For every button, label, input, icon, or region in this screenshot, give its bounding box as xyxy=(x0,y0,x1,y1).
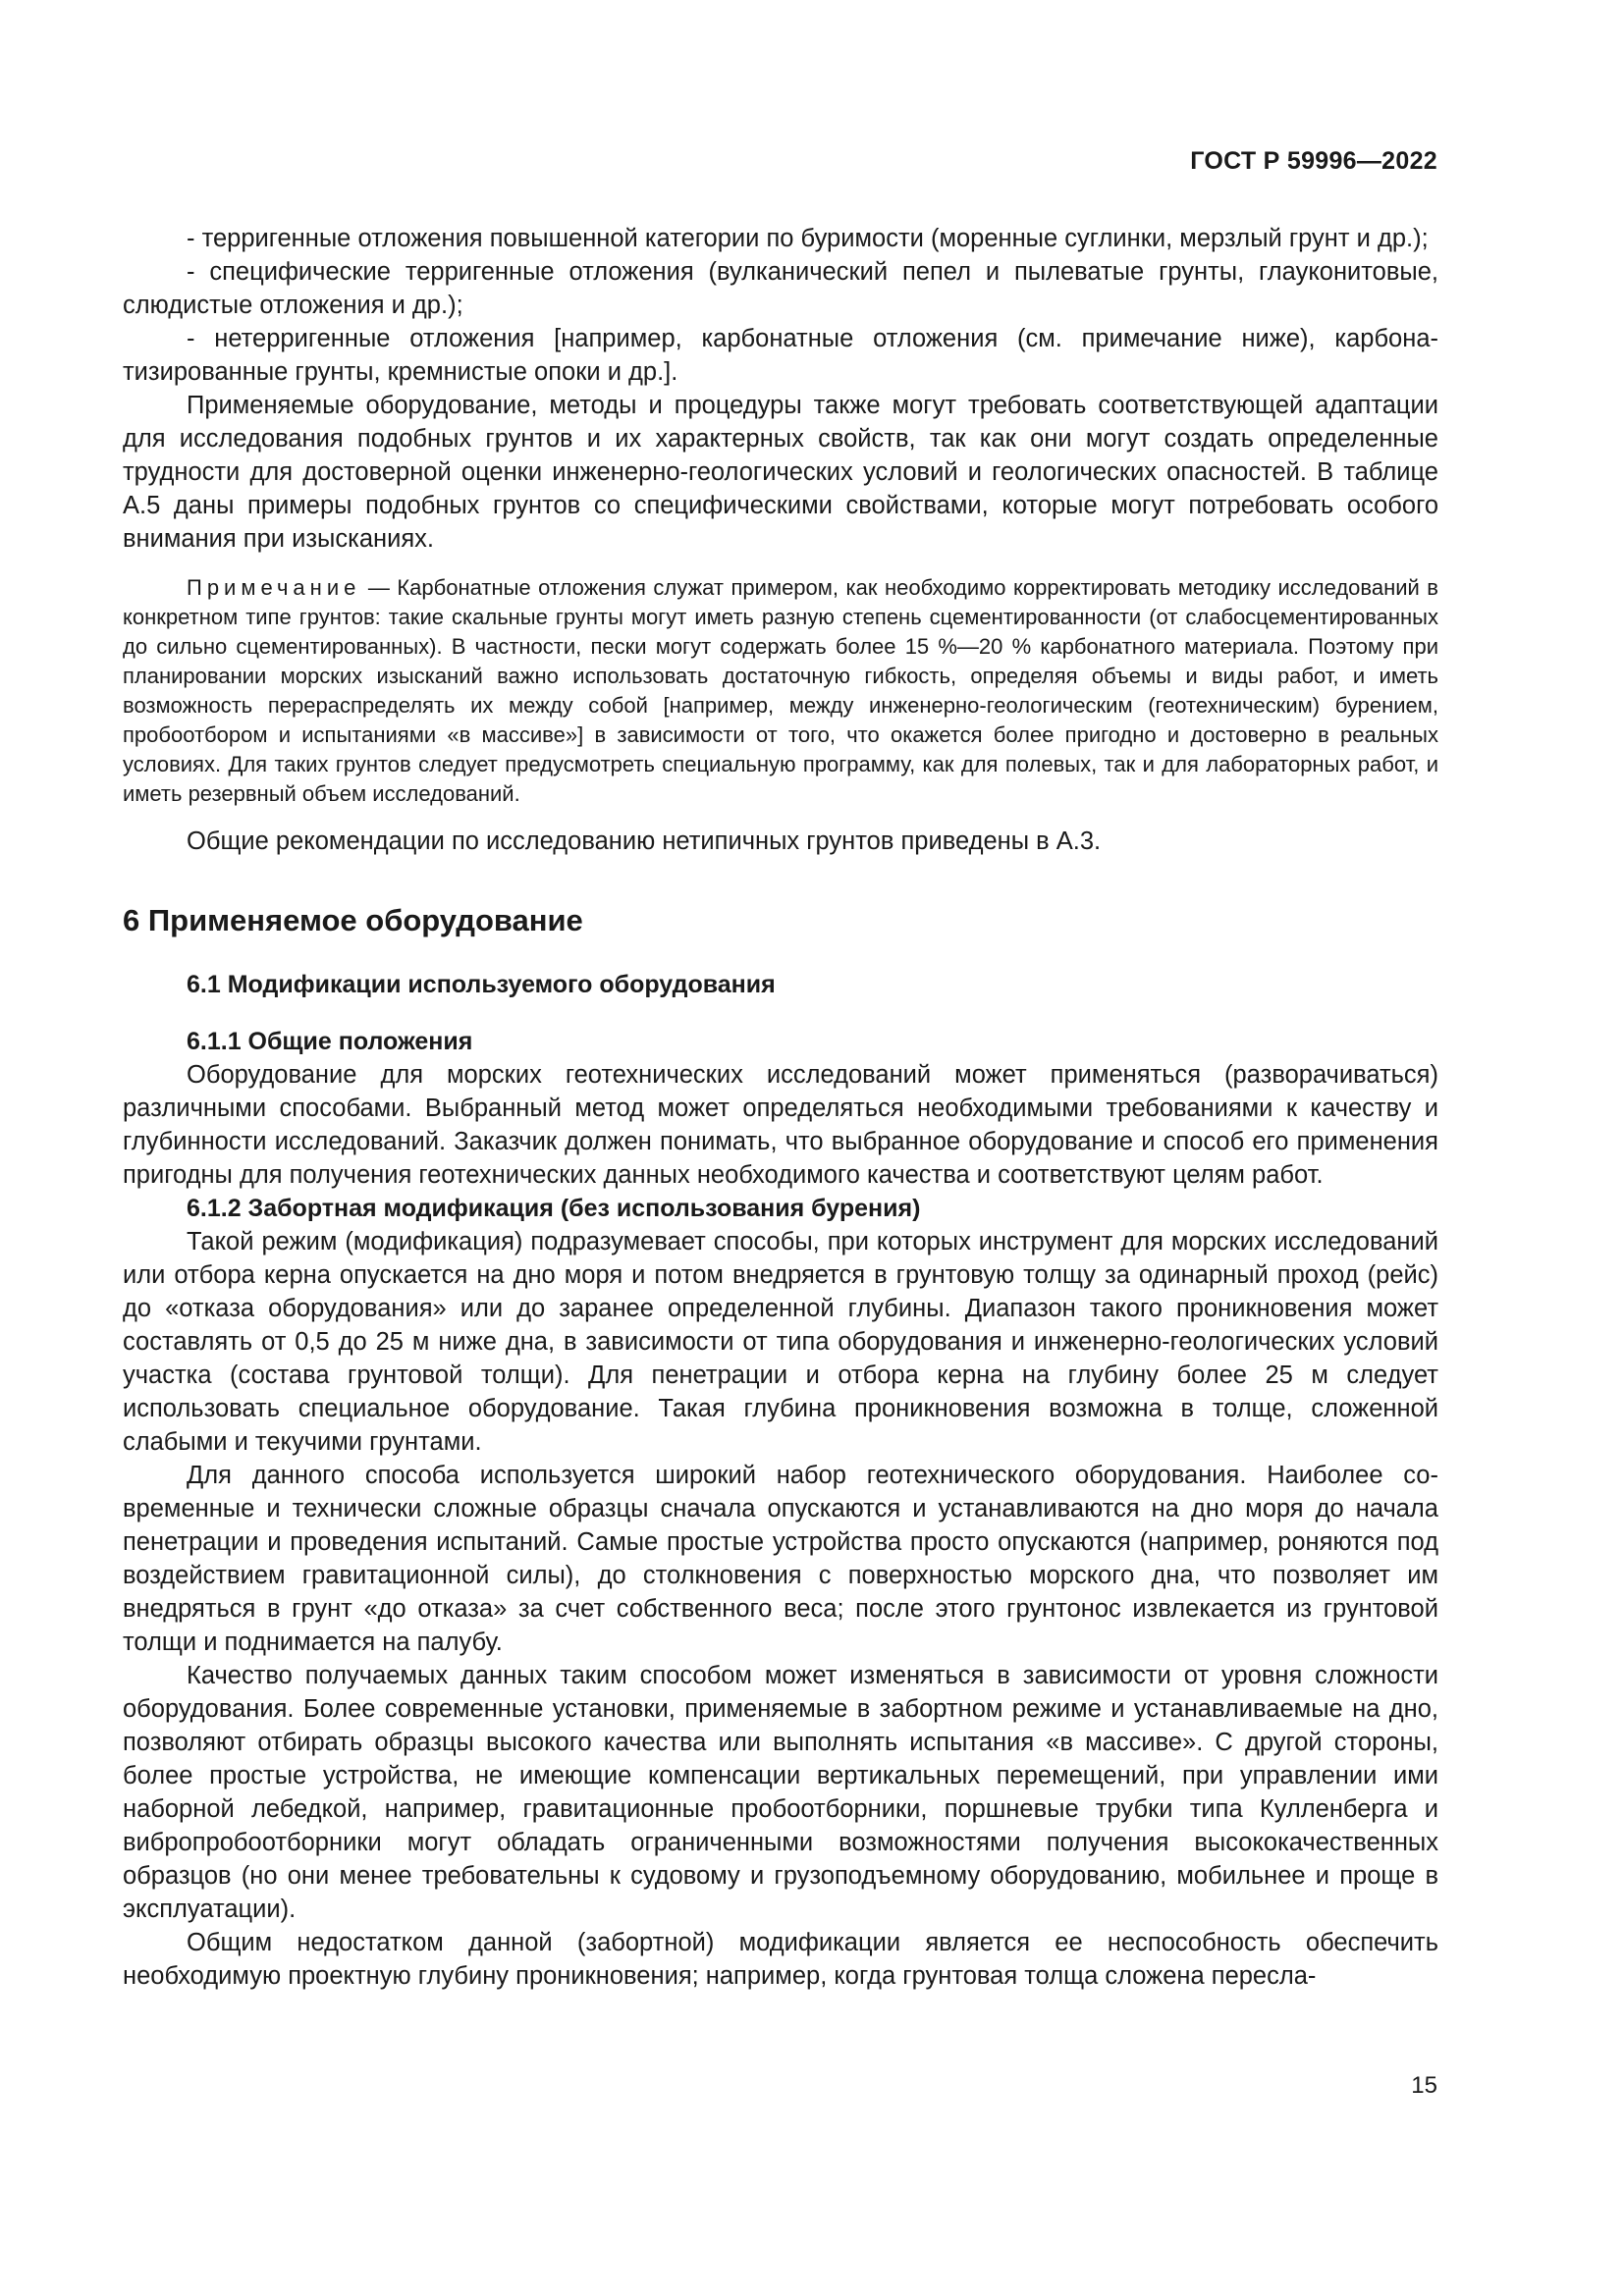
paragraph-6-1-1: Оборудование для морских геотехнических исследований может применяться (разворачиваться) различными способами. Выбранный метод может определяться необходимыми требованиями к качеству и глубинности исследований. Заказчик должен понимать, что выбранное оборудование и способ его применения пригодны для получения геотехнических данных необходимого качества и соответствуют целям работ. xyxy=(123,1061,1438,1189)
section-6-heading: 6 Применяемое оборудование xyxy=(123,903,583,937)
list-item-terrigenous-drilling: - терригенные отложения повышенной категории по буримости (моренные суглинки, мерзлый грунт и др.); xyxy=(187,225,1429,252)
paragraph-6-1-2-quality: Качество получаемых данных таким способом может изменяться в зависимости от уровня сложности оборудования. Более современные установки, применяемые в забортном режиме и устанавливаемые на дно, позволяют отбирать образцы высокого качества или выполнять испытания «в массиве». С другой стороны, более простые устройства, не имеющие компенсации вертикальных перемещений, при управлении ими наборной лебедкой, например, гравитационные пробоотборники, поршневые трубки типа Кулленберга и вибропробоотборники могут обладать ограниченными возможностями получения высококачественных образцов (но они менее требовательны к судовому и грузоподъемному оборудованию, мобильнее и проще в эксплуатации). xyxy=(123,1662,1438,1923)
section-6-1-heading: 6.1 Модификации используемого оборудования xyxy=(187,971,776,998)
note-text: — Карбонатные отложения служат примером, как необходимо корректировать методику исследований в конкретном типе грунтов: такие скальные грунты могут иметь разную степень сцементированности (от слабосцементированных до сильно сцементированных). В частности, пески могут содержать более 15 %—20 % карбонатного материала. Поэтому при планировании морских изысканий важно использовать достаточную гибкость, определяя объемы и виды работ, и иметь возможность перераспределять их между собой [например, между инженерно-геологическим (геотехническим) бурением, пробоотбором и испытаниями «в массиве»] в зависимости от того, что окажется более пригодно и достоверно в реальных условиях. Для таких грунтов следует предусмотреть специальную программу, как для полевых, так и для лабораторных работ, и иметь резервный объем исследований. xyxy=(123,575,1438,806)
document-id-header: ГОСТ Р 59996—2022 xyxy=(1190,147,1437,175)
paragraph-equipment-adaptation: Применяемые оборудование, методы и процедуры также могут требовать соответствующей адаптации для исследования подобных грунтов и их характерных свойств, так как они могут создать определенные трудности для достоверной оценки инженерно-геологических условий и геологических опасностей. В таблице А.5 даны примеры подобных грунтов со специфическими свойствами, которые могут потребовать особого внимания при изысканиях. xyxy=(123,392,1438,553)
paragraph-6-1-2-equipment: Для данного способа используется широкий набор геотехнического оборудования. Наиболее современные и технически сложные образцы сначала опускаются и устанавливаются на дно моря до начала пенетрации и проведения испытаний. Самые простые устройства просто опускаются (например, роняются под воздействием гравитационной силы), до столкновения с поверхностью морского дна, что позволяет им внедряться в грунт «до отказа» за счет собственного веса; после этого грунтонос извлекается из грунтовой толщи и поднимается на палубу. xyxy=(123,1462,1438,1656)
paragraph-6-1-2-mode: Такой режим (модификация) подразумевает способы, при которых инструмент для морских исследований или отбора керна опускается на дно моря и потом внедряется в грунтовую толщу за одинарный проход (рейс) до «отказа оборудования» или до заранее определенной глубины. Диапазон такого проникновения может составлять от 0,5 до 25 м ниже дна, в зависимости от типа оборудования и инженерно-геологических условий участка (состава грунтовой толщи). Для пенетрации и отбора керна на глубину более 25 м следует использовать специальное оборудование. Такая глубина проникновения возможна в толще, сложенной слабыми и текучими грунтами. xyxy=(123,1228,1438,1456)
page-number: 15 xyxy=(1411,2072,1437,2099)
page-content xyxy=(123,222,1438,1993)
paragraph-general-recommendations: Общие рекомендации по исследованию нетипичных грунтов приведены в А.3. xyxy=(187,828,1102,855)
note-label: Примечание xyxy=(187,575,361,600)
note-carbonate xyxy=(123,573,1438,809)
list-item-specific-terrigenous: - специфические терригенные отложения (вулканический пепел и пылеватые грунты, глауконитовые, слюдистые отложения и др.); xyxy=(123,258,1438,319)
section-6-1-1-heading: 6.1.1 Общие положения xyxy=(187,1028,473,1055)
list-item-non-terrigenous: - нетерригенные отложения [например, карбонатные отложения (см. примечание ниже), карбонатизированные грунты, кремнистые опоки и др.]. xyxy=(123,325,1438,386)
section-6-1-2-heading: 6.1.2 Забортная модификация (без использования бурения) xyxy=(187,1195,921,1222)
paragraph-6-1-2-drawback: Общим недостатком данной (забортной) модификации является ее неспособность обеспечить необходимую проектную глубину проникновения; например, когда грунтовая толща сложена пересла- xyxy=(123,1929,1438,1990)
